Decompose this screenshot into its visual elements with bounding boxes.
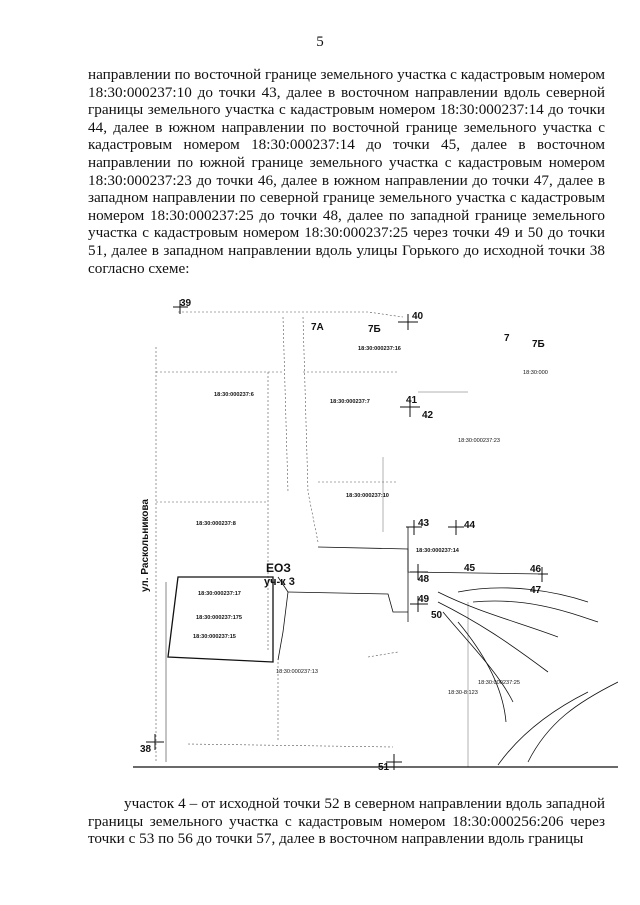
point-label-46: 46 <box>530 564 542 575</box>
cadastral-label: 18:30:000 <box>523 370 548 376</box>
cadastral-label: 18:30:000237:7 <box>330 399 370 405</box>
lot-label-7a: 7А <box>311 322 324 333</box>
zone-label: ЕОЗ <box>266 561 291 575</box>
cadastral-label: 18:30:000237:25 <box>478 680 520 686</box>
cadastral-label: 18:30:000237:15 <box>193 634 236 640</box>
point-label-44: 44 <box>464 520 476 531</box>
point-label-48: 48 <box>418 574 430 585</box>
cadastral-label: 18:30-8:123 <box>448 690 478 696</box>
page-number: 5 <box>316 34 324 50</box>
point-label-50: 50 <box>431 610 443 621</box>
point-label-40: 40 <box>412 311 424 322</box>
street-label: ул. Раскольникова <box>140 499 151 592</box>
cadastral-label: 18:30:000237:16 <box>358 346 401 352</box>
lot-label-7b: 7Б <box>368 324 381 335</box>
point-label-51: 51 <box>378 762 390 773</box>
point-label-42: 42 <box>422 410 434 421</box>
point-label-47: 47 <box>530 585 542 596</box>
point-label-38: 38 <box>140 744 152 755</box>
point-label-41: 41 <box>406 395 418 406</box>
cadastral-label: 18:30:000237:10 <box>346 493 389 499</box>
cadastral-label: 18:30:000237:13 <box>276 669 318 675</box>
cadastral-label: 18:30:000237:14 <box>416 548 459 554</box>
cadastral-label: 18:30:000237:6 <box>214 392 254 398</box>
zone-sublabel: уч-к 3 <box>264 576 295 588</box>
cadastral-label: 18:30:000237:17 <box>198 591 241 597</box>
cadastral-label: 18:30:000237:175 <box>196 615 243 621</box>
boundary-scheme <box>128 292 618 777</box>
cadastral-label: 18:30:000237:8 <box>196 521 236 527</box>
paragraph-bottom: участок 4 – от исходной точки 52 в северном направлении вдоль западной границы земельного участка с кадастровым номером 18:30:000256:206 через точки с 53 по 56 до точки 57, далее в восточном направлении вдоль границы <box>88 795 605 848</box>
lot-label-7b-east: 7Б <box>532 339 545 350</box>
lot-label-7: 7 <box>504 333 510 344</box>
point-label-43: 43 <box>418 518 430 529</box>
paragraph-top: направлении по восточной границе земельного участка с кадастровым номером 18:30:000237:10 до точки 43, далее в восточном направлении вдоль северной границы земельного участка с кадастровым номером 18:30:000237:14 до точки 44, далее в южном направлении по восточной границе земельного участка с кадастровым номером 18:30:000237:14 до точки 45, далее в восточном направлении по южной границе земельного участка с кадастровым номером 18:30:000237:23 до точки 46, далее в южном направлении до точки 47, далее в западном направлении по северной границе земельного участка с кадастровым номером 18:30:000237:25 до точки 48, далее по западной границе земельного участка с кадастровым номером 18:30:000237:25 через точки 49 и 50 до точки 51, далее в западном направлении вдоль улицы Горького до исходной точки 38 согласно схеме: <box>88 66 605 277</box>
point-label-49: 49 <box>418 594 430 605</box>
point-label-45: 45 <box>464 563 476 574</box>
cadastral-label: 18:30:000237:23 <box>458 438 500 444</box>
point-label-39: 39 <box>180 298 192 309</box>
